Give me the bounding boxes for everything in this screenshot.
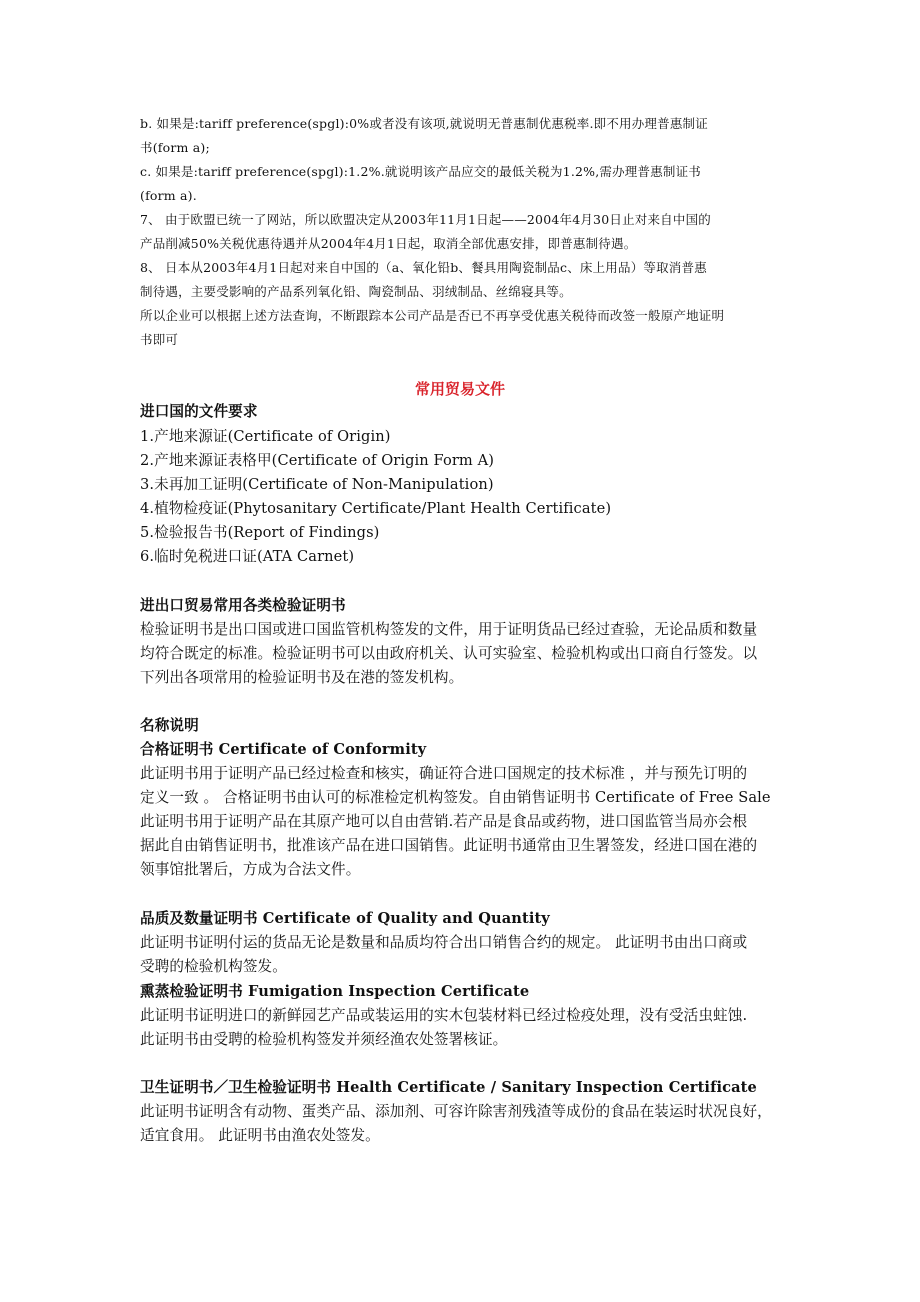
- paragraph-line: 检验证明书是出口国或进口国监管机构签发的文件，用于证明货品已经过查验，无论品质和数量: [140, 621, 758, 638]
- paragraph-line: 此证明书用于证明产品已经过检查和核实，确证符合进口国规定的技术标准 ，并与预先订明的: [140, 765, 748, 782]
- section-heading: 进口国的文件要求: [140, 403, 258, 420]
- section-heading: 名称说明: [140, 717, 199, 734]
- paragraph-line: 据此自由销售证明书，批准该产品在进口国销售。此证明书通常由卫生署签发，经进口国在港的: [140, 837, 758, 854]
- subsection-heading: 品质及数量证明书 Certificate of Quality and Quantity: [140, 910, 550, 927]
- paragraph-line: 此证明书证明进口的新鲜园艺产品或装运用的实木包装材料已经过检疫处理，没有受活虫蛀蚀.: [140, 1007, 748, 1024]
- paragraph-line: 均符合既定的标准。检验证明书可以由政府机关、认可实验室、检验机构或出口商自行签发。以: [140, 645, 758, 662]
- top-line: 产品削减50%关税优惠待遇并从2004年4月1日起，取消全部优惠安排，即普惠制待遇。: [140, 236, 637, 251]
- top-line: (form a).: [140, 188, 197, 203]
- top-line: c. 如果是:tariff preference(spgl):1.2%.就说明该产品应交的最低关税为1.2%,需办理普惠制证书: [140, 164, 701, 179]
- subsection-heading: 合格证明书 Certificate of Conformity: [140, 741, 427, 758]
- list-item: 5.检验报告书(Report of Findings): [140, 524, 380, 541]
- top-line: 7、 由于欧盟已统一了网站，所以欧盟决定从2003年11月1日起——2004年4月30日止对来自中国的: [140, 212, 711, 227]
- top-line: b. 如果是:tariff preference(spgl):0%或者没有该项,就说明无普惠制优惠税率.即不用办理普惠制证: [140, 116, 708, 131]
- paragraph-line: 适宜食用。 此证明书由渔农处签发。: [140, 1127, 380, 1144]
- paragraph-line: 受聘的检验机构签发。: [140, 958, 287, 975]
- page-title: 常用贸易文件: [414, 380, 505, 398]
- list-item: 3.未再加工证明(Certificate of Non-Manipulation): [140, 476, 494, 493]
- paragraph-line: 定义一致 。 合格证明书由认可的标准检定机构签发。自由销售证明书 Certificate of Free Sale: [140, 789, 771, 806]
- list-item: 2.产地来源证表格甲(Certificate of Origin Form A): [140, 452, 495, 469]
- top-line: 8、 日本从2003年4月1日起对来自中国的（a、氧化铅b、餐具用陶瓷制品c、床上用品）等取消普惠: [140, 260, 707, 275]
- list-item: 4.植物检疫证(Phytosanitary Certificate/Plant Health Certificate): [140, 500, 612, 517]
- paragraph-line: 此证明书由受聘的检验机构签发并须经渔农处签署核证。: [140, 1031, 508, 1048]
- top-line: 制待遇，主要受影响的产品系列氧化铅、陶瓷制品、羽绒制品、丝绵寝具等。: [140, 284, 572, 299]
- subsection-heading: 卫生证明书／卫生检验证明书 Health Certificate / Sanitary Inspection Certificate: [140, 1079, 757, 1096]
- paragraph-line: 此证明书用于证明产品在其原产地可以自由营销.若产品是食品或药物，进口国监管当局亦会根: [140, 813, 748, 830]
- paragraph-line: 此证明书证明含有动物、蛋类产品、添加剂、可容许除害剂残渣等成份的食品在装运时状况良好，: [140, 1103, 772, 1120]
- top-line: 书即可: [140, 332, 179, 347]
- list-item: 6.临时免税进口证(ATA Carnet): [140, 548, 355, 565]
- paragraph-line: 领事馆批署后，方成为合法文件。: [140, 861, 361, 878]
- paragraph-line: 下列出各项常用的检验证明书及在港的签发机构。: [140, 669, 464, 686]
- subsection-heading: 熏蒸检验证明书 Fumigation Inspection Certificate: [140, 983, 530, 1000]
- section-heading: 进出口贸易常用各类检验证明书: [140, 597, 346, 614]
- top-line: 书(form a);: [140, 140, 210, 155]
- list-item: 1.产地来源证(Certificate of Origin): [140, 428, 391, 445]
- paragraph-line: 此证明书证明付运的货品无论是数量和品质均符合出口销售合约的规定。 此证明书由出口商或: [140, 934, 748, 951]
- top-line: 所以企业可以根据上述方法查询，不断跟踪本公司产品是否已不再享受优惠关税待而改签一般原产地证明: [140, 308, 725, 323]
